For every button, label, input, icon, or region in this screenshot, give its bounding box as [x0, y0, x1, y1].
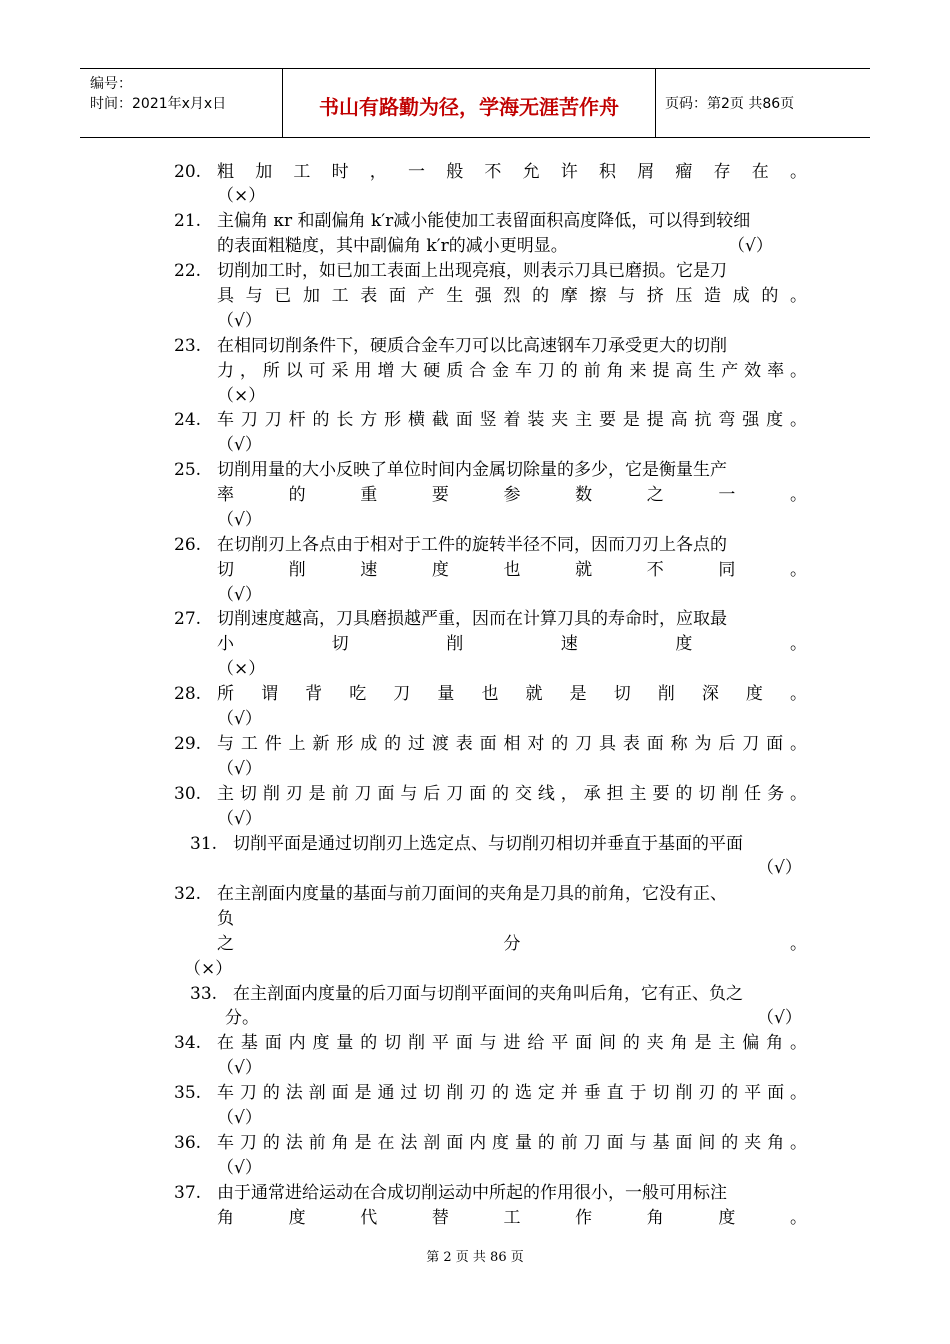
- question-number: 31.: [190, 834, 218, 854]
- question-number: 26.: [174, 535, 202, 555]
- question-text-cont: 的表面粗糙度，其中副偏角 k′r的减小更明显。: [217, 236, 568, 256]
- page-header: [80, 68, 870, 138]
- question-number: 30.: [174, 784, 202, 804]
- question-text: 车刀刀杆的长方形横截面竖着装夹主要是提高抗弯强度。: [217, 410, 807, 430]
- motto: 书山有路勤为径，学海无涯苦作舟: [319, 95, 619, 119]
- answer-mark: （√）: [217, 759, 262, 779]
- answer-mark: （√）: [217, 1058, 262, 1078]
- question-text-cont: 力，所以可采用增大硬质合金车刀的前角来提高生产效率。: [217, 361, 807, 381]
- question-number: 25.: [174, 460, 202, 480]
- question-text: 在基面内度量的切削平面与进给平面间的夹角是主偏角。: [217, 1033, 807, 1053]
- answer-mark: （×）: [217, 186, 266, 206]
- question-text-cont: 负: [217, 909, 234, 929]
- answer-mark: （×）: [184, 959, 233, 979]
- question-number: 32.: [174, 884, 202, 904]
- question-text: 主切削刃是前刀面与后刀面的交线，承担主要的切削任务。: [217, 784, 807, 804]
- answer-mark: （√）: [217, 709, 262, 729]
- question-text: 主偏角 κr 和副偏角 k′r减小能使加工表留面积高度降低，可以得到较细: [217, 211, 751, 231]
- question-number: 23.: [174, 336, 202, 356]
- answer-mark: （×）: [217, 659, 266, 679]
- question-number: 34.: [174, 1033, 202, 1053]
- question-text: 切削加工时，如已加工表面上出现亮痕，则表示刀具已磨损。它是刀: [217, 261, 727, 281]
- question-text-cont: 小切削速度。: [217, 634, 807, 654]
- question-number: 33.: [190, 984, 218, 1004]
- question-number: 24.: [174, 410, 202, 430]
- question-number: 37.: [174, 1183, 202, 1203]
- question-number: 27.: [174, 609, 202, 629]
- answer-mark: （√）: [217, 311, 262, 331]
- question-number: 29.: [174, 734, 202, 754]
- question-text: 切削速度越高，刀具磨损越严重，因而在计算刀具的寿命时，应取最: [217, 609, 727, 629]
- answer-mark: （√）: [217, 1158, 262, 1178]
- date-label: 时间：2021年x月x日: [90, 96, 227, 112]
- answer-mark: （√）: [217, 435, 262, 455]
- answer-mark: （√）: [217, 1108, 262, 1128]
- answer-mark: （√）: [217, 510, 262, 530]
- number-label: 编号：: [90, 76, 132, 92]
- question-text: 车刀的法前角是在法剖面内度量的前刀面与基面间的夹角。: [217, 1133, 807, 1153]
- question-text-cont: 切削速度也就不同。: [217, 560, 807, 580]
- question-number: 28.: [174, 684, 202, 704]
- question-text: 在主剖面内度量的后刀面与切削平面间的夹角叫后角，它有正、负之: [233, 984, 743, 1004]
- answer-mark: （√）: [757, 858, 802, 878]
- answer-mark: （×）: [217, 386, 266, 406]
- page-footer: 第 2 页 共 86 页: [426, 1250, 524, 1265]
- header-motto-cell: [282, 69, 656, 137]
- question-number: 36.: [174, 1133, 202, 1153]
- question-text: 在相同切削条件下，硬质合金车刀可以比高速钢车刀承受更大的切削: [217, 336, 727, 356]
- question-text-cont: 率的重要参数之一。: [217, 485, 807, 505]
- question-text: 切削平面是通过切削刃上选定点、与切削刃相切并垂直于基面的平面: [233, 834, 743, 854]
- question-text-cont: 分。: [225, 1008, 259, 1028]
- question-text: 与工件上新形成的过渡表面相对的刀具表面称为后刀面。: [217, 734, 807, 754]
- answer-mark: （√）: [728, 236, 773, 256]
- question-number: 35.: [174, 1083, 202, 1103]
- question-number: 22.: [174, 261, 202, 281]
- question-text-cont: 之分。: [217, 934, 807, 954]
- question-number: 20.: [174, 162, 202, 182]
- question-text: 所谓背吃刀量也就是切削深度。: [217, 684, 807, 704]
- question-text-cont: 具与已加工表面产生强烈的摩擦与挤压造成的。: [217, 286, 807, 306]
- question-text-cont: 角度代替工作角度。: [217, 1208, 807, 1228]
- question-text: 车刀的法剖面是通过切削刃的选定并垂直于切削刃的平面。: [217, 1083, 807, 1103]
- answer-mark: （√）: [217, 585, 262, 605]
- question-text: 在切削刃上各点由于相对于工件的旋转半径不同，因而刀刃上各点的: [217, 535, 727, 555]
- question-text: 切削用量的大小反映了单位时间内金属切除量的多少，它是衡量生产: [217, 460, 727, 480]
- question-number: 21.: [174, 211, 202, 231]
- answer-mark: （√）: [217, 809, 262, 829]
- answer-mark: （√）: [757, 1008, 802, 1028]
- page-info: 页码：第2页 共86页: [665, 96, 795, 112]
- header-page-cell: [655, 69, 870, 137]
- question-text: 由于通常进给运动在合成切削运动中所起的作用很小，一般可用标注: [217, 1183, 727, 1203]
- question-text: 粗加工时，一般不允许积屑瘤存在。: [217, 162, 807, 182]
- question-text: 在主剖面内度量的基面与前刀面间的夹角是刀具的前角，它没有正、: [217, 884, 727, 904]
- header-left-cell: [80, 69, 282, 137]
